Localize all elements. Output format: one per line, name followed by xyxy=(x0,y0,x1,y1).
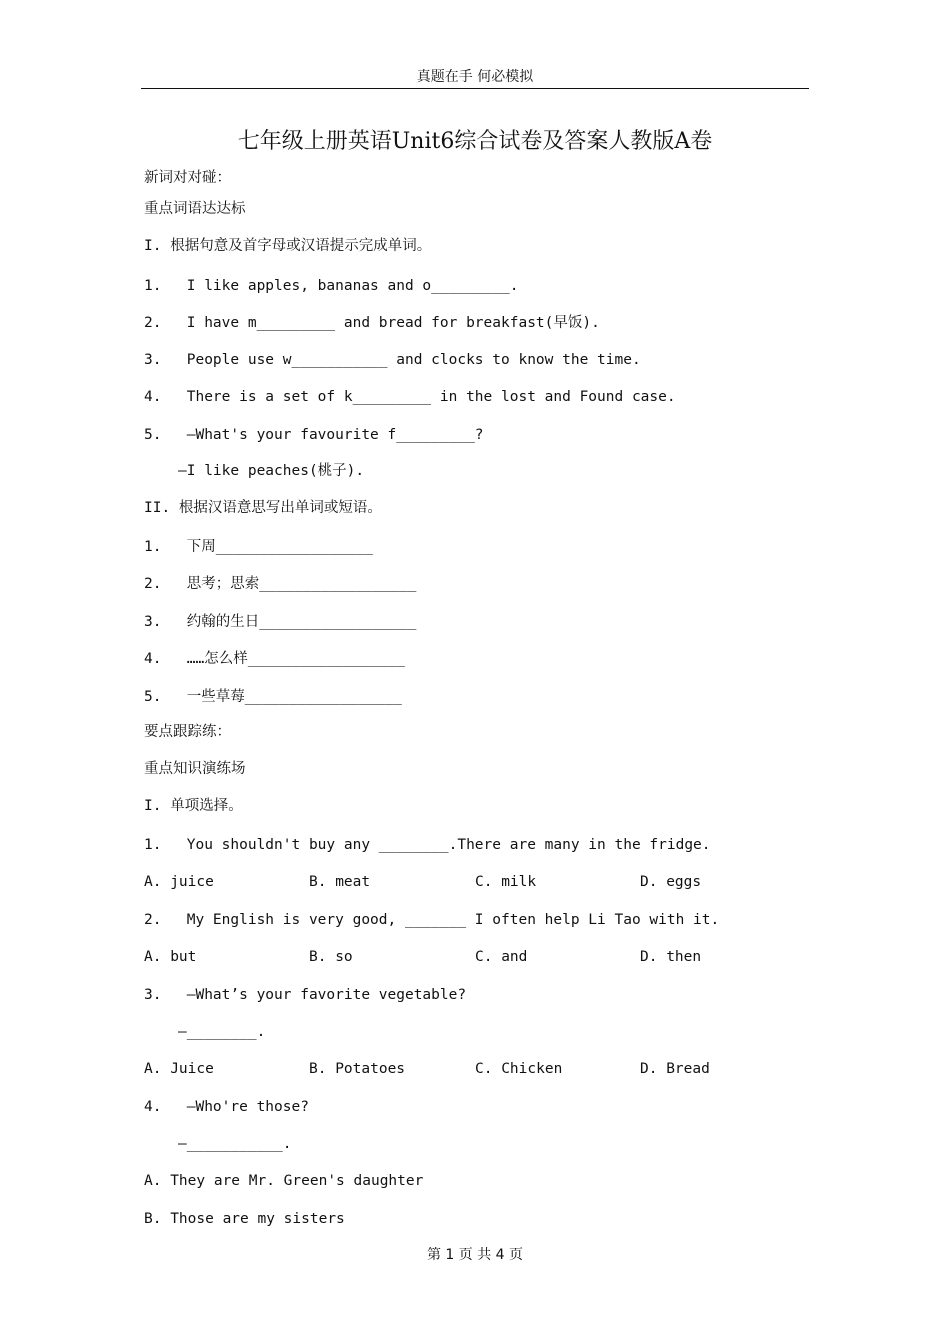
header-divider xyxy=(141,88,809,89)
item-number: 4. xyxy=(144,389,162,405)
part1-item xyxy=(144,276,518,296)
question-1 xyxy=(144,835,711,855)
question-2 xyxy=(144,910,719,930)
option-a: A. juice xyxy=(144,874,214,890)
part1-item xyxy=(144,425,484,445)
item-text: 约翰的生日__________________ xyxy=(178,614,417,630)
question-4-answer-blank: —___________. xyxy=(178,1136,292,1152)
item-text: There is a set of k_________ in the lost and Found case. xyxy=(178,389,676,405)
item-text: People use w___________ and clocks to know the time. xyxy=(178,352,641,368)
part1-item xyxy=(144,350,641,370)
question-4 xyxy=(144,1097,309,1117)
option-c: C. Chicken xyxy=(475,1061,563,1077)
question-text: —What’s your favorite vegetable? xyxy=(178,987,467,1003)
option-a: A. They are Mr. Green's daughter xyxy=(144,1173,424,1189)
section-intro-key-words: 重点词语达达标 xyxy=(144,201,246,217)
header-text: 真题在手 何必模拟 xyxy=(416,69,534,85)
option-b: B. meat xyxy=(309,874,371,890)
part2-item xyxy=(144,612,416,632)
question-3 xyxy=(144,985,466,1005)
option-d: D. Bread xyxy=(640,1061,710,1077)
option-a: A. but xyxy=(144,949,197,965)
option-c: C. milk xyxy=(475,874,537,890)
part2-title: II. 根据汉语意思写出单词或短语。 xyxy=(144,500,382,516)
part2-item xyxy=(144,687,402,707)
item-number: 2. xyxy=(144,315,162,331)
item-number: 4. xyxy=(144,1099,162,1115)
section-intro-practice: 重点知识演练场 xyxy=(144,761,246,777)
part1-item xyxy=(144,313,600,333)
part2-item xyxy=(144,537,373,557)
page-footer: 第 1 页 共 4 页 xyxy=(426,1247,524,1263)
option-b: B. so xyxy=(309,949,353,965)
option-c: C. and xyxy=(475,949,528,965)
part2-item xyxy=(144,649,405,669)
item-text: ……怎么样__________________ xyxy=(178,651,405,667)
part1-item5-answer: —I like peaches(桃子). xyxy=(178,463,365,479)
section-intro-key-points: 要点跟踪练： xyxy=(144,724,231,740)
item-number: 1. xyxy=(144,837,162,853)
option-b: B. Potatoes xyxy=(309,1061,406,1077)
option-b: B. Those are my sisters xyxy=(144,1211,345,1227)
item-number: 1. xyxy=(144,539,162,555)
item-text: I like apples, bananas and o_________. xyxy=(178,278,519,294)
item-text: —What's your favourite f_________? xyxy=(178,427,484,443)
item-number: 3. xyxy=(144,987,162,1003)
item-number: 3. xyxy=(144,614,162,630)
option-d: D. eggs xyxy=(640,874,702,890)
item-number: 1. xyxy=(144,278,162,294)
question-text: You shouldn't buy any ________.There are many in the fridge. xyxy=(178,837,711,853)
question-3-answer-blank: —________. xyxy=(178,1024,266,1040)
question-text: My English is very good, _______ I often help Li Tao with it. xyxy=(178,912,720,928)
item-number: 2. xyxy=(144,912,162,928)
option-d: D. then xyxy=(640,949,702,965)
item-text: 一些草莓__________________ xyxy=(178,689,402,705)
item-number: 5. xyxy=(144,427,162,443)
item-text: I have m_________ and bread for breakfast(早饭). xyxy=(178,315,600,331)
item-number: 4. xyxy=(144,651,162,667)
document-title: 七年级上册英语Unit6综合试卷及答案人教版A卷 xyxy=(237,129,713,154)
part1-item xyxy=(144,387,676,407)
question-text: —Who're those? xyxy=(178,1099,309,1115)
option-a: A. Juice xyxy=(144,1061,214,1077)
part2-item xyxy=(144,574,416,594)
item-text: 下周__________________ xyxy=(178,539,373,555)
item-number: 5. xyxy=(144,689,162,705)
item-number: 2. xyxy=(144,576,162,592)
section-intro-new-words: 新词对对碰： xyxy=(144,170,231,186)
item-text: 思考；思索__________________ xyxy=(178,576,417,592)
item-number: 3. xyxy=(144,352,162,368)
part3-title: I. 单项选择。 xyxy=(144,798,243,814)
part1-title: I. 根据句意及首字母或汉语提示完成单词。 xyxy=(144,238,432,254)
